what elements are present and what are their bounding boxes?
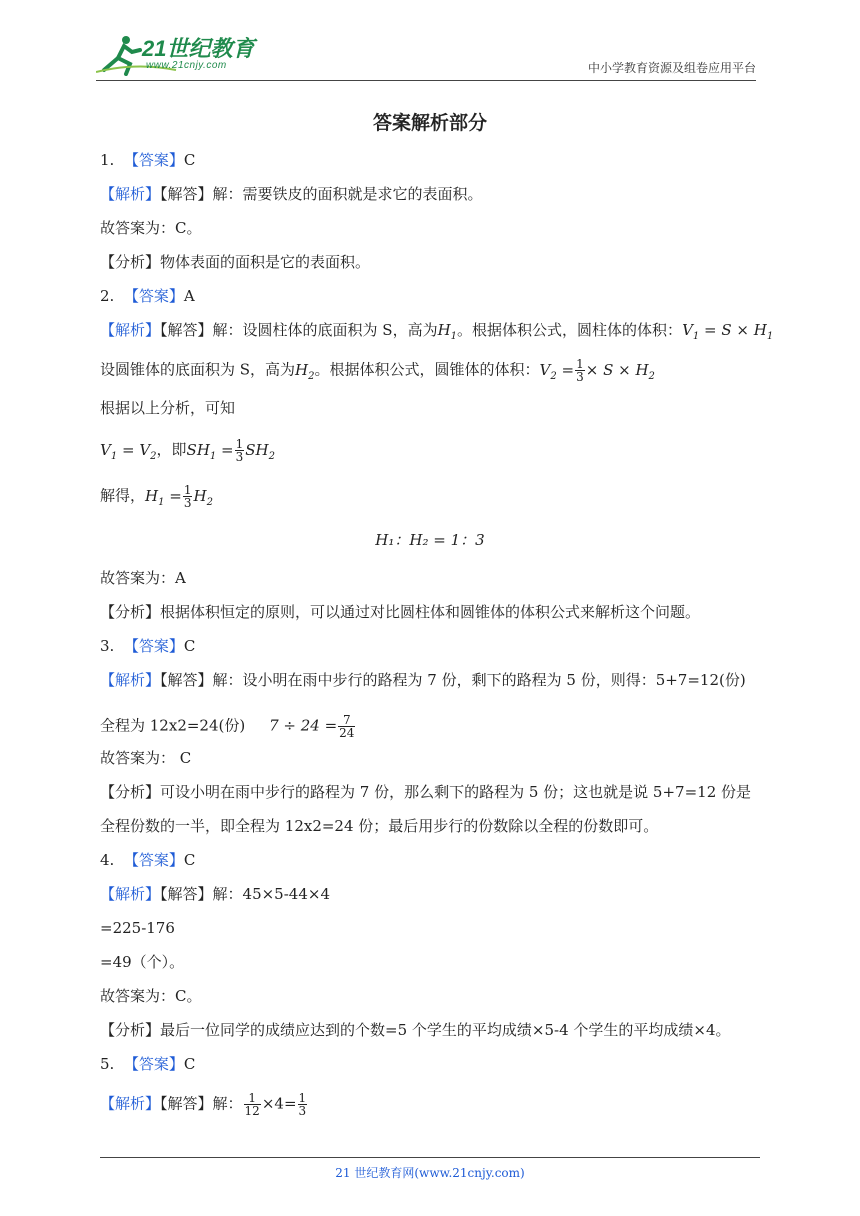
q2-answer-line: 2. 【答案】A <box>100 287 195 305</box>
q5-solution-line: 【解析】【解答】解： $\frac{1}{12}$ ×4= $\frac{1}{3}$ <box>100 1091 307 1118</box>
q2-conclusion: 故答案为：A <box>100 569 186 587</box>
footer-divider <box>100 1157 760 1158</box>
logo-text: 21世纪教育 <box>142 36 255 61</box>
page-title: 答案解析部分 <box>372 112 487 134</box>
q4-solution-line-1: 【解析】【解答】解：45×5-44×4 <box>100 885 330 903</box>
footer-text: 21 世纪教育网(www.21cnjy.com) <box>335 1166 525 1180</box>
q3-analysis-2: 全程份数的一半，即全程为 12x2=24 份；最后用步行的份数除以全程的份数即可。 <box>100 817 659 835</box>
q1-analysis: 【分析】物体表面的面积是它的表面积。 <box>100 253 371 271</box>
q2-solution-line-4: $V_1 = V_2$，即$SH_1$ = $\frac{1}{3}$ $SH_2$ <box>100 437 275 464</box>
q1-answer-line: 1. 【答案】C <box>100 151 196 169</box>
q4-solution-line-3: =49（个）。 <box>100 953 185 971</box>
q2-solution-line-1: 【解析】【解答】解：设圆柱体的底面积为 S，高为$H_1$。根据体积公式，圆柱体的体积：$V_1 = S \times H_1$ <box>100 321 774 342</box>
q2-ratio: H₁：H₂ = 1：3 <box>375 531 485 549</box>
q3-conclusion: 故答案为： C <box>100 749 192 767</box>
q4-answer-line: 4. 【答案】C <box>100 851 196 869</box>
q5-answer-line: 5. 【答案】C <box>100 1055 196 1073</box>
q4-conclusion: 故答案为：C。 <box>100 987 202 1005</box>
q3-analysis-1: 【分析】可设小明在雨中步行的路程为 7 份，那么剩下的路程为 5 份；这也就是说 5+7=12 份是 <box>100 783 752 801</box>
q1-conclusion: 故答案为：C。 <box>100 219 202 237</box>
q3-solution-line-1: 【解析】【解答】解：设小明在雨中步行的路程为 7 份，剩下的路程为 5 份，则得：5+7=12(份) <box>100 671 746 689</box>
q1-solution-line: 【解析】【解答】解：需要铁皮的面积就是求它的表面积。 <box>100 185 483 203</box>
q3-answer-line: 3. 【答案】C <box>100 637 196 655</box>
q2-solution-line-3: 根据以上分析，可知 <box>100 399 236 417</box>
q2-solution-line-2: 设圆锥体的底面积为 S，高为$H_2$。根据体积公式，圆锥体的体积：$V_2$ = $\frac{1}{3}$ × $S \times H_2$ <box>100 357 655 384</box>
header-platform-text: 中小学教育资源及组卷应用平台 <box>587 61 756 75</box>
logo-url: www.21cnjy.com <box>146 60 227 71</box>
page-header <box>96 28 756 81</box>
q4-solution-line-2: =225-176 <box>100 919 175 937</box>
q3-solution-line-2: 全程为 12x2=24(份) 7 ÷ 24 = $\frac{7}{24}$ <box>100 713 355 740</box>
q2-solution-line-5: 解得，$H_1$ = $\frac{1}{3}$ $H_2$ <box>100 483 213 510</box>
q4-analysis: 【分析】最后一位同学的成绩应达到的个数=5 个学生的平均成绩×5-4 个学生的平均成绩×4。 <box>100 1021 731 1039</box>
q2-analysis: 【分析】根据体积恒定的原则，可以通过对比圆柱体和圆锥体的体积公式来解析这个问题。 <box>100 603 701 621</box>
